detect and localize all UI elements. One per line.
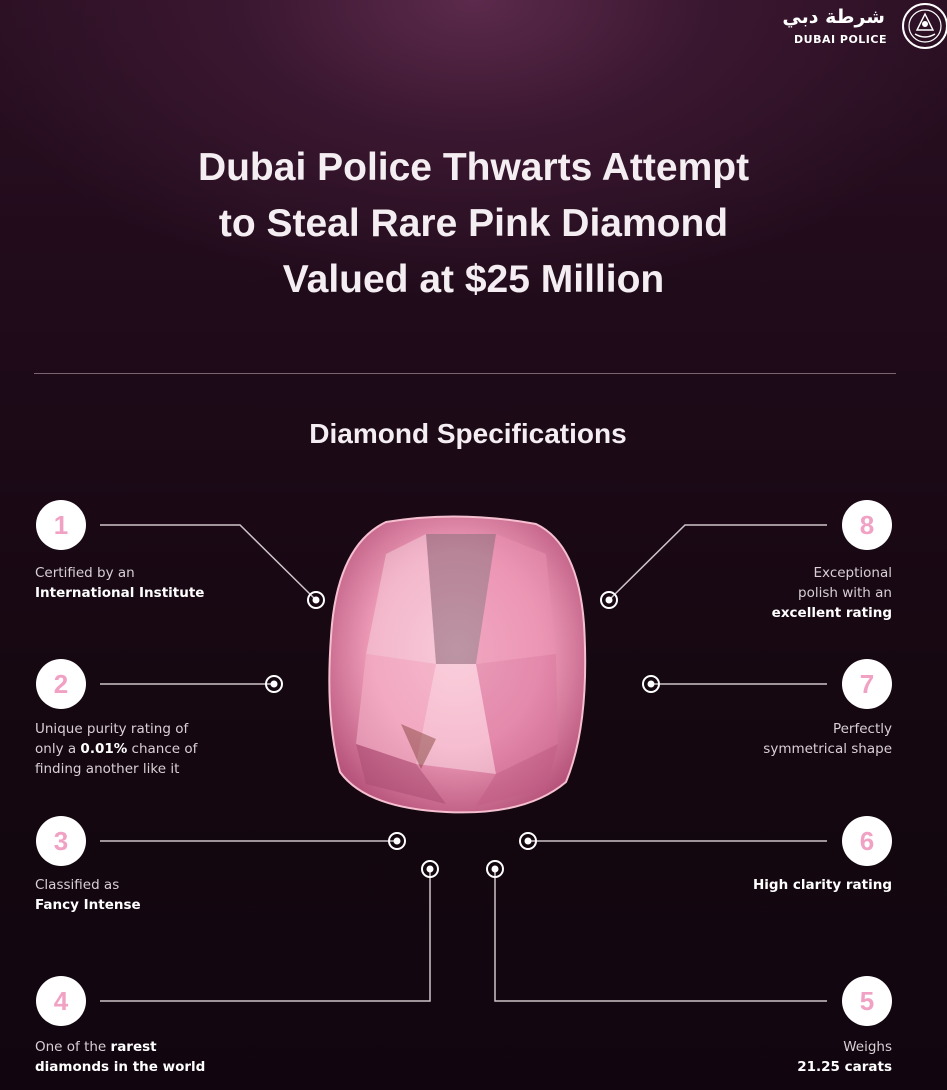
- spec-text-4: One of the rarest diamonds in the world: [35, 1039, 206, 1075]
- spec-text-1: Certified by an International Institute: [35, 565, 205, 601]
- pink-diamond-image: [326, 514, 590, 818]
- spec-badge-6: 6: [842, 816, 892, 866]
- logo-arabic-text: شرطة دبي: [782, 6, 885, 28]
- spec-text-7: Perfectly symmetrical shape: [763, 721, 892, 757]
- spec-text-8: Exceptional polish with an excellent rating: [771, 565, 892, 621]
- spec-text-5: Weighs 21.25 carats: [797, 1039, 892, 1075]
- section-subtitle: Diamond Specifications: [309, 418, 627, 449]
- spec-text-3: Classified as Fancy Intense: [35, 877, 141, 913]
- spec-badge-7: 7: [842, 659, 892, 709]
- spec-badge-3: 3: [36, 816, 86, 866]
- title-line-1: Dubai Police Thwarts Attempt: [197, 146, 750, 189]
- title-line-3: Valued at $25 Million: [282, 258, 665, 301]
- spec-text-6: High clarity rating: [752, 877, 892, 893]
- spec-badge-1: 1: [36, 500, 86, 550]
- spec-badge-4: 4: [36, 976, 86, 1026]
- spec-badge-5: 5: [842, 976, 892, 1026]
- spec-badge-8: 8: [842, 500, 892, 550]
- title-line-2: to Steal Rare Pink Diamond: [218, 202, 729, 245]
- spec-badge-2: 2: [36, 659, 86, 709]
- logo-english-text: DUBAI POLICE: [794, 33, 887, 46]
- spec-text-2: Unique purity rating of only a 0.01% chance of finding another like it: [35, 721, 198, 777]
